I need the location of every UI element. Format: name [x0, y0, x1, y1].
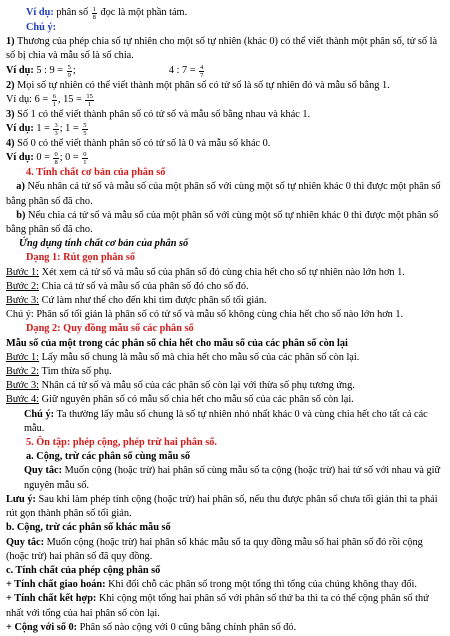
example-label: Ví dụ: [26, 7, 54, 18]
note-3: 3) Số 1 có thể viết thành phân số có tử số và mẫu số bằng nhau và khác 1. [6, 108, 311, 120]
form-2-note: Chú ý: Ta thường lấy mẫu số chung là số tự nhiên nhỏ nhất khác 0 và cùng chia hết cho tất cả các mẫu. [24, 408, 428, 434]
note-1-example: Ví dụ: 5 : 9 = $\frac{5}{9}$ ; 4 : 7 = $\frac{4}{7}$ [6, 63, 204, 79]
form-1-step-3: Bước 3: Cứ làm như thế cho đến khi tìm được phân số tối giản. [6, 295, 267, 307]
property-associative: + Tính chất kết hợp: Khi cộng một tổng hai phân số với phân số thứ ba thì ta có thể cộng phân số thứ nhất với tổng của hai phân số còn lại. [6, 593, 429, 619]
part-c-title: c. Tính chất của phép cộng phân số [6, 564, 161, 576]
form-2-title: Dạng 2: Quy đồng mẫu số các phân số [26, 323, 194, 335]
property-add-zero: + Cộng với số 0: Phân số nào cộng với 0 cũng bằng chính phân số đó. [6, 621, 297, 633]
note-title: Chú ý: [26, 22, 57, 33]
section-4-title: 4. Tính chất cơ bản của phân số [26, 167, 166, 179]
note-2-example: Ví dụ: 6 = $\frac{6}{1}$ , 15 = $\frac{15}{1}$ [6, 92, 93, 108]
note-1: 1) Thương của phép chia số tự nhiên cho một số tự nhiên (khác 0) có thể viết thành một phân số, tử số là số bị chia và mẫu số là số chia. [6, 36, 438, 62]
part-b-title: b. Cộng, trừ các phân số khác mẫu số [6, 522, 171, 534]
form-2-step-2: Bước 2: Tìm thừa số phụ. [6, 366, 112, 378]
section-5-title: 5. Ôn tập: phép cộng, phép trừ hai phân số. [26, 437, 218, 449]
example-intro: Ví dụ: phân số $\frac{1}{8}$ đọc là một phần tám. [26, 6, 188, 21]
note-3-example: Ví dụ: 1 = $\frac{3}{3}$ ; 1 = $\frac{5}{5}$ [6, 122, 87, 138]
part-a-rule: Quy tắc: Muốn cộng (hoặc trừ) hai phân số cùng mẫu số ta cộng (hoặc trừ) hai tử số với nhau và giữ nguyên mẫu số. [24, 465, 441, 491]
property-commutative: + Tính chất giao hoán: Khi đổi chỗ các phân số trong một tổng thì tổng của chúng không thay đổi. [6, 579, 417, 591]
note-4: 4) Số 0 có thể viết thành phân số có tử số là 0 và mẫu số khác 0. [6, 138, 271, 150]
form-1-note: Chú ý: Phân số tối giản là phân số có tử số và mẫu số không cùng chia hết cho số nào lớn hơn 1. [6, 309, 404, 321]
form-2-step-4: Bước 4: Giữ nguyên phân số có mẫu số chia hết cho mẫu số của các phân số còn lại. [6, 394, 354, 406]
part-a-note: Lưu ý: Sau khi làm phép tính cộng (hoặc trừ) hai phân số, nếu thu được phân số chưa tối giản thì ta phải rút gọn thành phân số tối giản. [6, 493, 438, 520]
form-2-step-1: Bước 1: Lấy mẫu số chung là mẫu số mà chia hết cho mẫu số của các phân số còn lại. [6, 351, 360, 363]
form-1-step-2: Bước 2: Chia cả tử số và mẫu số của phân số đó cho số đó. [6, 280, 249, 292]
document-page [0, 6, 450, 635]
part-b-rule: Quy tắc: Muốn cộng (hoặc trừ) hai phân số khác mẫu số ta quy đồng mẫu số hai phân số đó rồi cộng (hoặc trừ) hai phân số đã quy đồng. [6, 536, 423, 562]
form-2-step-3: Bước 3: Nhân cả tử số và mẫu số của các phân số còn lại với thừa số phụ tương ứng. [6, 380, 355, 392]
part-a-title: a. Cộng, trừ các phân số cùng mẫu số [26, 451, 191, 463]
form-1-title: Dạng 1: Rút gọn phân số [26, 252, 136, 264]
note-2: 2) Mọi số tự nhiên có thể viết thành một phân số có tử số là số tự nhiên đó và mẫu số bằng 1. [6, 79, 390, 91]
apply-title: Ứng dụng tính chất cơ bản của phân số [19, 238, 189, 250]
form-2-subtitle: Mẫu số của một trong các phân số chia hết cho mẫu số của các phân số còn lại [6, 337, 348, 349]
section-4-a: a) Nếu nhân cả tử số và mẫu số của một phân số với cùng một số tự nhiên khác 0 thì được một phân số bằng phân số đã cho. [6, 181, 441, 207]
fraction: $\frac{1}{8}$ [92, 6, 96, 21]
section-4-b: b) Nếu chia cả tử số và mẫu số của một phân số với cùng một số tự nhiên khác 0 thì được một phân số bằng phân số đã cho. [6, 209, 439, 236]
note-4-example: Ví dụ: 0 = $\frac{0}{8}$ ; 0 = $\frac{0}{1}$ [6, 151, 87, 167]
form-1-step-1: Bước 1: Xét xem cả tử số và mẫu số của phân số đó cùng chia hết cho số tự nhiên nào lớn hơn 1. [6, 266, 405, 278]
